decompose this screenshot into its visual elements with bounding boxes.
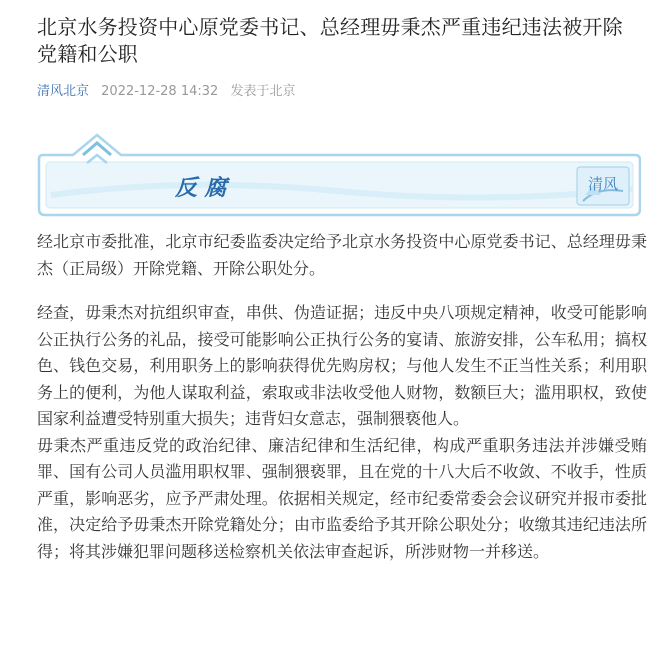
publish-time: 2022-12-28 14:32 [101,84,219,99]
qingfeng-logo [577,167,629,205]
publish-location: 发表于北京 [230,84,296,99]
article-body [37,229,647,565]
logo-text: 清风 [587,175,619,193]
paragraph: 经查，毋秉杰对抗组织审查，串供、伪造证据；违反中央八项规定精神，收受可能影响公正执行公务的礼品，接受可能影响公正执行公务的宴请、旅游安排，公车私用；搞权色、钱色交易，利用职务上的影响获得优先购房权；与他人发生不正当性关系；利用职务上的便利，为他人谋取利益，索取或非法收受他人财物，数额巨大；滥用职权，致使国家利益遭受特别重大损失；违背妇女意志，强制猥亵他人。 [37,303,647,428]
anti-corruption-banner [37,131,641,217]
banner-label: 反 腐 [175,175,227,201]
paragraph: 毋秉杰严重违反党的政治纪律、廉洁纪律和生活纪律，构成严重职务违法并涉嫌受贿罪、国有公司人员滥用职权罪、强制猥亵罪，且在党的十八大后不收敛、不收手，性质严重，影响恶劣，应予严肃处理。依据相关规定，经市纪委常委会会议研究并报市委批准，决定给予毋秉杰开除党籍处分；由市监委给予其开除公职处分；收缴其违纪违法所得；将其涉嫌犯罪问题移送检察机关依法审查起诉，所涉财物一并移送。 [37,435,647,561]
source-link[interactable]: 清风北京 [37,84,90,99]
article-meta [37,82,641,102]
paragraph: 经北京市委批准，北京市纪委监委决定给予北京水务投资中心原党委书记、总经理毋秉杰（正局级）开除党籍、开除公职处分。 [37,232,647,278]
article-title: 北京水务投资中心原党委书记、总经理毋秉杰严重违纪违法被开除党籍和公职 [37,15,623,66]
